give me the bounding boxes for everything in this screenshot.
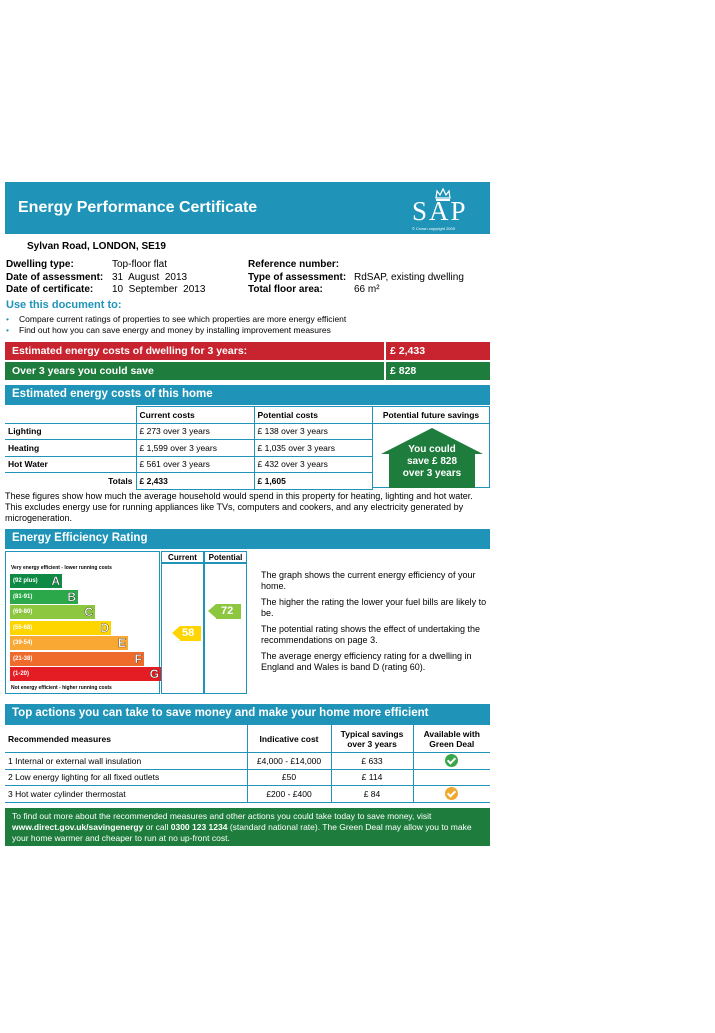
rating-band-b (10, 590, 78, 604)
band-range: (1-20) (13, 671, 30, 677)
list-item: • Compare current ratings of properties to see which properties are more energy efficient (6, 314, 346, 325)
green-deal-cell (413, 786, 490, 803)
page-title: Energy Performance Certificate (18, 199, 258, 216)
band-letter: A (51, 574, 60, 588)
band-range: (55-68) (13, 624, 33, 631)
certificate-date-value: 10 September 2013 (112, 284, 206, 295)
table-corner (5, 407, 136, 424)
phone-number: 0300 123 1234 (170, 822, 228, 832)
band-range: (39-54) (13, 640, 33, 646)
reference-label: Reference number: (248, 259, 340, 270)
costs-table (5, 406, 373, 490)
savingenergy-link[interactable]: www.direct.gov.uk/savingenergy (12, 822, 144, 832)
footer-text-mid: or call (143, 822, 171, 832)
current-cost: £ 1,599 over 3 years (136, 440, 254, 457)
row-label: Hot Water (5, 456, 136, 473)
rating-band-c (10, 605, 95, 619)
footer-note (5, 808, 490, 846)
could-save-label: Over 3 years you could save (12, 365, 154, 377)
certificate-header (5, 182, 490, 234)
band-range: (69-80) (13, 609, 33, 615)
band-letter: C (84, 605, 93, 619)
current-costs-header: Current costs (136, 407, 254, 424)
potential-costs-header: Potential costs (254, 407, 372, 424)
table-row (5, 753, 490, 770)
green-deal-cell (413, 753, 490, 770)
rating-desc-1: The graph shows the current energy efficiency of your home. (261, 570, 476, 591)
band-range: (21-38) (13, 655, 33, 662)
estimated-costs-label: Estimated energy costs of dwelling for 3 years: (12, 345, 248, 357)
rating-band-a (10, 574, 62, 588)
rating-band-d (10, 621, 111, 635)
cost-header: Indicative cost (247, 725, 331, 753)
could-save-band (5, 362, 490, 380)
current-column (161, 551, 204, 694)
band-letter: E (117, 636, 126, 650)
current-column-header: Current (162, 552, 203, 564)
potential-savings-box (372, 406, 490, 488)
house-line-2: save £ 828 (406, 456, 458, 467)
band-letter: D (100, 620, 109, 635)
typical-savings: £ 114 (331, 769, 413, 786)
costs-section-title: Estimated energy costs of this home (5, 385, 490, 405)
footer-text-1: To find out more about the recommended measures and other actions you could take today to save money, visit (12, 811, 432, 821)
band-letter: B (67, 589, 76, 604)
house-line-3: over 3 years (402, 468, 462, 479)
typical-savings: £ 633 (331, 753, 413, 770)
green-deal-header: Available with Green Deal (413, 725, 490, 753)
rating-top-note: Very energy efficient - lower running costs (11, 565, 112, 571)
floor-area-label: Total floor area: (248, 284, 323, 295)
assessment-date-value: 31 August 2013 (112, 271, 188, 283)
band-letter: G (149, 667, 159, 681)
sap-logo (412, 186, 476, 232)
orange-tick-icon (445, 787, 458, 800)
current-cost: £ 273 over 3 years (136, 423, 254, 440)
rating-desc-2: The higher the rating the lower your fuel bills are likely to be. (261, 597, 487, 618)
potential-column (204, 551, 247, 694)
current-rating-value: 58 (182, 627, 195, 639)
actions-section-title: Top actions you can take to save money and make your home more efficient (5, 704, 490, 724)
row-label: Lighting (5, 423, 136, 440)
potential-cost: £ 1,035 over 3 years (254, 440, 372, 457)
assessment-date-label: Date of assessment: (6, 271, 104, 283)
green-deal-cell (413, 769, 490, 786)
use-document-list (6, 314, 346, 336)
sap-logo-text: SAP (412, 196, 468, 226)
list-item: • Find out how you can save energy and money by installing improvement measures (6, 325, 346, 336)
indicative-cost: £200 - £400 (247, 786, 331, 803)
measure: 2 Low energy lighting for all fixed outlets (5, 769, 247, 786)
rating-bottom-note: Not energy efficient - higher running costs (11, 685, 112, 691)
measures-header: Recommended measures (5, 725, 247, 753)
floor-area-value: 66 m² (354, 284, 380, 295)
indicative-cost: £50 (247, 769, 331, 786)
estimated-costs-value: £ 2,433 (384, 342, 425, 360)
table-row (5, 423, 372, 440)
certificate-date-label: Date of certificate: (6, 284, 94, 295)
potential-rating-arrow (216, 604, 241, 619)
logo-copyright: © Crown copyright 2009 (412, 226, 455, 231)
potential-cost: £ 432 over 3 years (254, 456, 372, 473)
footer-text-2: (standard national rate). The Green Deal may allow you to make your home warmer and cheaper to run at no up-front cost. (12, 822, 472, 843)
measure: 3 Hot water cylinder thermostat (5, 786, 247, 803)
could-save-value: £ 828 (384, 362, 416, 380)
table-row (5, 440, 372, 457)
band-range: (81-91) (13, 593, 33, 600)
rating-band-e (10, 636, 128, 650)
totals-row (5, 473, 372, 490)
potential-cost: £ 138 over 3 years (254, 423, 372, 440)
table-row (5, 786, 490, 803)
rating-desc-4: The average energy efficiency rating for a dwelling in England and Wales is band D (rating 60). (261, 651, 472, 672)
potential-rating-value: 72 (221, 605, 234, 617)
band-range: (92 plus) (13, 578, 38, 584)
rating-band-f (10, 652, 144, 666)
rating-scale (5, 551, 160, 694)
table-row (5, 456, 372, 473)
rating-band-g (10, 667, 161, 681)
total-potential: £ 1,605 (254, 473, 372, 490)
use-document-title: Use this document to: (6, 299, 122, 311)
assessment-type-label: Type of assessment: (248, 271, 347, 283)
potential-savings-header: Potential future savings (373, 407, 489, 424)
green-tick-icon (445, 754, 458, 767)
rating-section-title: Energy Efficiency Rating (5, 529, 490, 549)
estimated-costs-band (5, 342, 490, 360)
table-row (5, 769, 490, 786)
totals-label: Totals (5, 473, 136, 490)
current-cost: £ 561 over 3 years (136, 456, 254, 473)
dwelling-type-value: Top-floor flat (112, 259, 168, 270)
dwelling-type-label: Dwelling type: (6, 259, 74, 270)
rating-desc-3: The potential rating shows the effect of undertaking the recommendations on page 3. (261, 624, 480, 645)
potential-column-header: Potential (205, 552, 246, 564)
row-label: Heating (5, 440, 136, 457)
epc-page (5, 182, 490, 843)
total-current: £ 2,433 (136, 473, 254, 490)
measure: 1 Internal or external wall insulation (5, 753, 247, 770)
band-letter: F (134, 651, 142, 666)
savings-house-icon (381, 428, 483, 488)
house-line-1: You could (408, 444, 456, 455)
assessment-type-value: RdSAP, existing dwelling (354, 271, 464, 283)
actions-table (5, 724, 490, 803)
indicative-cost: £4,000 - £14,000 (247, 753, 331, 770)
rating-description (261, 570, 493, 678)
property-address: Sylvan Road, LONDON, SE19 (27, 241, 166, 252)
savings-header: Typical savings over 3 years (331, 725, 413, 753)
figures-note: These figures show how much the average household would spend in this property for heating, lighting and hot water. This excludes energy use for running appliances like TVs, computers and cookers, and any electricity generated by microgeneration. (5, 491, 473, 523)
energy-rating-chart (5, 551, 248, 695)
current-rating-arrow (180, 626, 201, 641)
typical-savings: £ 84 (331, 786, 413, 803)
